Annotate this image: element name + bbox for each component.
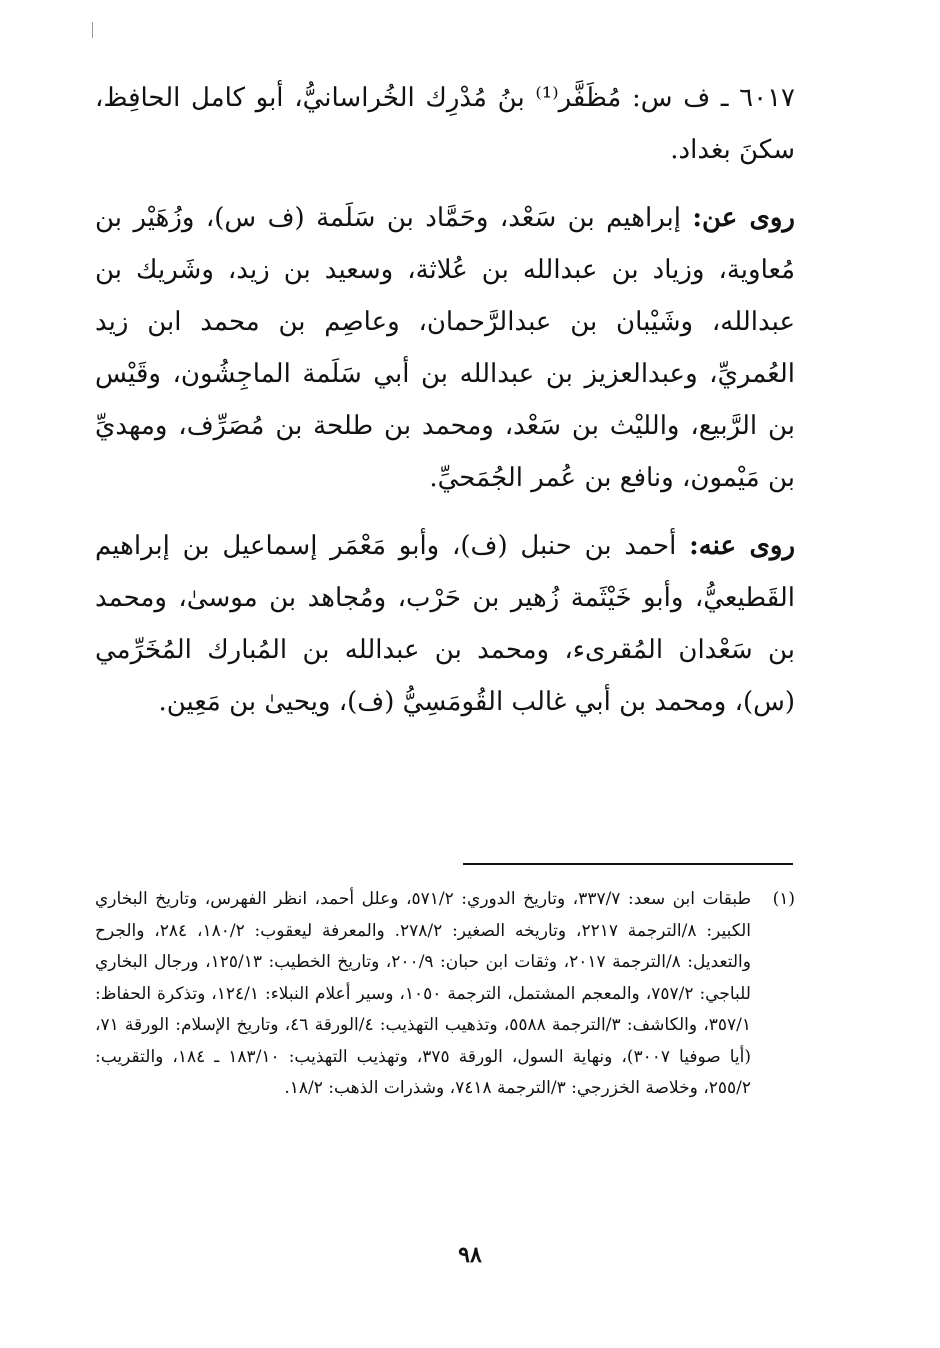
narrated-by-label: روى عنه: (689, 531, 796, 561)
margin-mark (92, 22, 93, 38)
narrated-from-text: إبراهيم بن سَعْد، وحَمَّاد بن سَلَمة (ف س)، وزُهَيْر بن مُعاوية، وزياد بن عبدالله بن عُلاثة، وسعيد بن زيد، وشَريك بن عبدالله، وشَيْبان بن عبدالرَّحمان، وعاصِم بن محمد ابن زيد العُمريِّ، وعبدالعزيز بن عبدالله بن أبي سَلَمة الماجِشُون، وقَيْس بن الرَّبيع، والليْث بن سَعْد، ومحمد بن طلحة بن مُصَرِّف، ومهديِّ بن مَيْمون، ونافع بن عُمر الجُمَحيِّ. (95, 203, 795, 493)
footnote-item (95, 884, 795, 1105)
footnote-number: (١) (772, 889, 795, 909)
footnotes (95, 884, 795, 1105)
page-number: ٩٨ (458, 1242, 482, 1268)
narrated-by-text: أحمد بن حنبل (ف)، وأبو مَعْمَر إسماعيل بن إبراهيم القَطيعيُّ، وأبو خَيْثَمة زُهير بن حَرْب، ومُجاهد بن موسىٰ، ومحمد بن سَعْدان المُقرىء، ومحمد بن عبدالله بن المُبارك المُخَرِّمي (س)، ومحمد بن أبي غالب القُومَسِيُّ (ف)، ويحيىٰ بن مَعِين. (95, 531, 795, 717)
narrated-from-label: روى عن: (692, 203, 795, 233)
narrated-by-paragraph (95, 520, 795, 728)
footnote-separator (463, 863, 793, 865)
entry-heading: ٦٠١٧ ـ ف س: مُظَفَّر⁽¹⁾ بنُ مُدْرِك الخُراسانيُّ، أبو كامل الحافِظ، سكنَ بغداد. (95, 83, 795, 165)
footnote-text: طبقات ابن سعد: ٣٣٧/٧، وتاريخ الدوري: ٥٧١/٢، وعلل أحمد، انظر الفهرس، وتاريخ البخاري الكبير: ٨/الترجمة ٢٢١٧، وتاريخه الصغير: ٢٧٨/٢. والمعرفة ليعقوب: ١٨٠/٢، ٢٨٤، والجرح والتعديل: ٨/الترجمة ٢٠١٧، وثقات ابن حبان: ٢٠٠/٩، وتاريخ الخطيب: ١٢٥/١٣، ورجال البخاري للباجي: ٧٥٧/٢، والمعجم المشتمل، الترجمة ١٠٥٠، وسير أعلام النبلاء: ١٢٤/١، وتذكرة الحفاظ: ٣٥٧/١، والكاشف: ٣/الترجمة ٥٥٨٨، وتذهيب التهذيب: ٤/الورقة ٤٦، وتاريخ الإسلام: الورقة ٧١، (أيا صوفيا ٣٠٠٧)، ونهاية السول، الورقة ٣٧٥، وتهذيب التهذيب: ١٨٣/١٠ ـ ١٨٤، والتقريب: ٢٥٥/٢، وخلاصة الخزرجي: ٣/الترجمة ٧٤١٨، وشذرات الذهب: ١٨/٢. (95, 889, 752, 1098)
entry-body (95, 72, 795, 728)
narrated-from-paragraph (95, 192, 795, 504)
